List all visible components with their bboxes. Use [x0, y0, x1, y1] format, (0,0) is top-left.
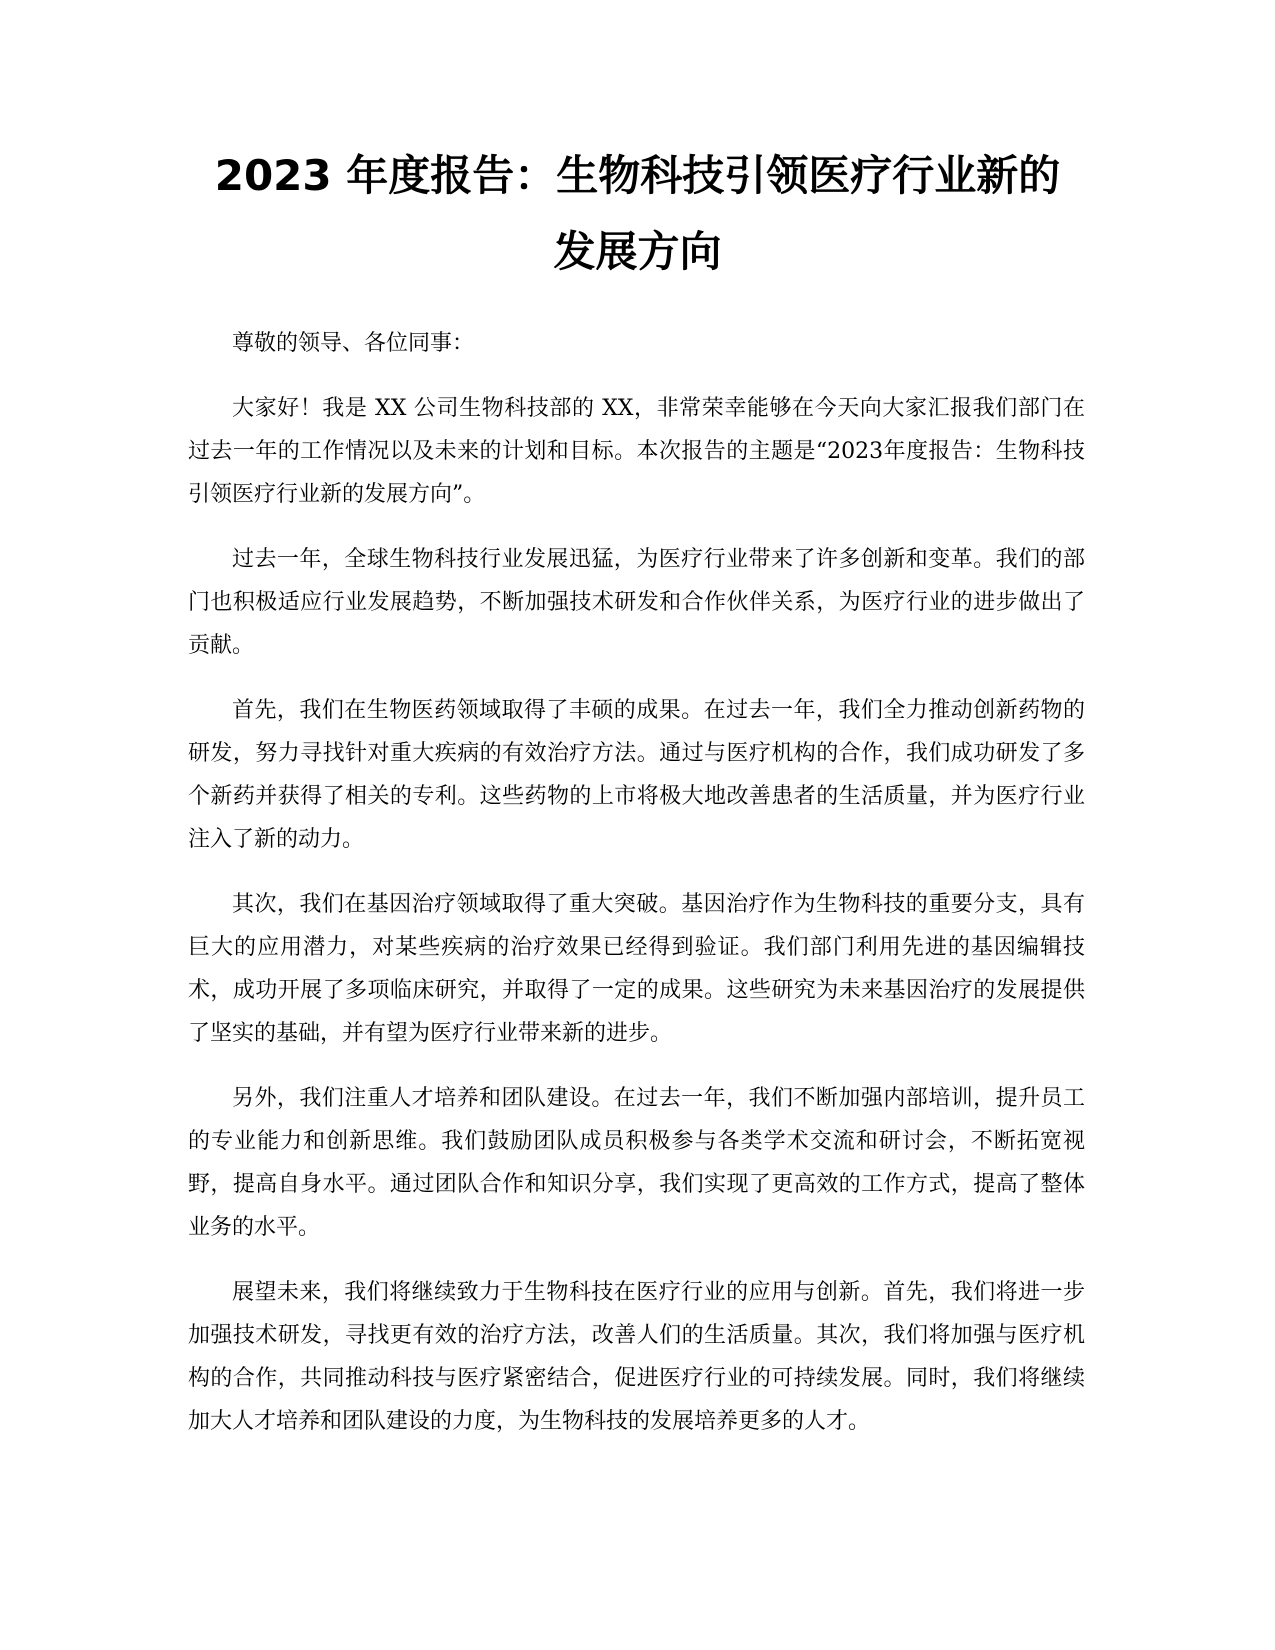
industry-overview-paragraph: 过去一年，全球生物科技行业发展迅猛，为医疗行业带来了许多创新和变革。我们的部门也积极适应行业发展趋势，不断加强技术研发和合作伙伴关系，为医疗行业的进步做出了贡献。: [188, 547, 1085, 658]
title-line-1: 2023 年度报告：生物科技引领医疗行业新的: [214, 151, 1061, 200]
intro-paragraph: 大家好！我是 XX 公司生物科技部的 XX，非常荣幸能够在今天向大家汇报我们部门在过去一年的工作情况以及未来的计划和目标。本次报告的主题是“2023年度报告：生物科技引领医疗行业新的发展方向”。: [188, 396, 1085, 507]
outlook-paragraph: 展望未来，我们将继续致力于生物科技在医疗行业的应用与创新。首先，我们将进一步加强技术研发，寻找更有效的治疗方法，改善人们的生活质量。其次，我们将加强与医疗机构的合作，共同推动科技与医疗紧密结合，促进医疗行业的可持续发展。同时，我们将继续加大人才培养和团队建设的力度，为生物科技的发展培养更多的人才。: [188, 1280, 1085, 1434]
salutation-paragraph: 尊敬的领导、各位同事：: [232, 331, 475, 356]
document-body: [188, 322, 1085, 1465]
document-title: [180, 138, 1095, 290]
talent-team-paragraph: 另外，我们注重人才培养和团队建设。在过去一年，我们不断加强内部培训，提升员工的专业能力和创新思维。我们鼓励团队成员积极参与各类学术交流和研讨会，不断拓宽视野，提高自身水平。通过团队合作和知识分享，我们实现了更高效的工作方式，提高了整体业务的水平。: [188, 1086, 1085, 1240]
gene-therapy-paragraph: 其次，我们在基因治疗领域取得了重大突破。基因治疗作为生物科技的重要分支，具有巨大的应用潜力，对某些疾病的治疗效果已经得到验证。我们部门利用先进的基因编辑技术，成功开展了多项临床研究，并取得了一定的成果。这些研究为未来基因治疗的发展提供了坚实的基础，并有望为医疗行业带来新的进步。: [188, 892, 1085, 1046]
biopharma-achievements-paragraph: 首先，我们在生物医药领域取得了丰硕的成果。在过去一年，我们全力推动创新药物的研发，努力寻找针对重大疾病的有效治疗方法。通过与医疗机构的合作，我们成功研发了多个新药并获得了相关的专利。这些药物的上市将极大地改善患者的生活质量，并为医疗行业注入了新的动力。: [188, 698, 1085, 852]
title-line-2: 发展方向: [553, 227, 722, 276]
